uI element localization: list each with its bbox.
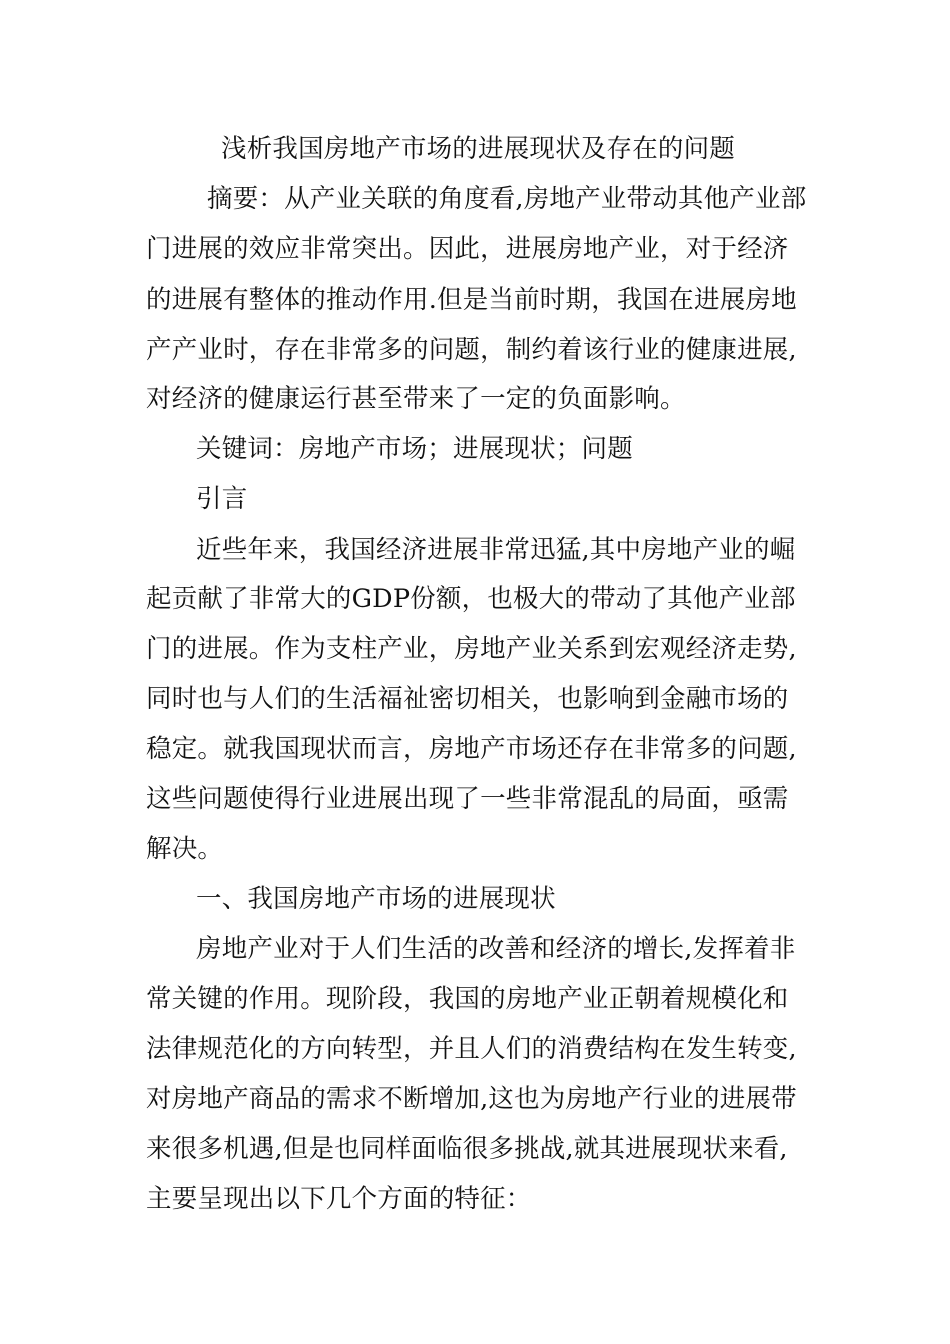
abstract-line: 摘要：从产业关联的角度看,房地产业带动其他产业部	[207, 184, 807, 214]
intro-line: 门的进展。作为支柱产业，房地产业关系到宏观经济走势,	[146, 634, 797, 664]
section-line: 常关键的作用。现阶段，我国的房地产业正朝着规模化和	[146, 984, 789, 1014]
intro-line: 起贡献了非常大的GDP份额，也极大的带动了其他产业部	[146, 584, 796, 614]
section-heading: 一、我国房地产市场的进展现状	[196, 884, 556, 914]
intro-heading: 引言	[196, 484, 248, 514]
section-line: 对房地产商品的需求不断增加,这也为房地产行业的进展带	[146, 1084, 797, 1114]
intro-line: 稳定。就我国现状而言，房地产市场还存在非常多的问题,	[146, 734, 797, 764]
abstract-line: 门进展的效应非常突出。因此，进展房地产业，对于经济	[146, 234, 789, 264]
keywords-line: 关键词：房地产市场；进展现状；问题	[196, 434, 633, 464]
abstract-line: 对经济的健康运行甚至带来了一定的负面影响。	[146, 384, 686, 414]
abstract-line: 的进展有整体的推动作用.但是当前时期，我国在进展房地	[146, 285, 797, 315]
section-line: 主要呈现出以下几个方面的特征：	[146, 1184, 532, 1214]
section-line: 来很多机遇,但是也同样面临很多挑战,就其进展现状来看,	[146, 1134, 788, 1164]
section-line: 房地产业对于人们生活的改善和经济的增长,发挥着非	[196, 934, 796, 964]
intro-line: 近些年来，我国经济进展非常迅猛,其中房地产业的崛	[196, 535, 796, 565]
section-line: 法律规范化的方向转型，并且人们的消费结构在发生转变,	[146, 1034, 797, 1064]
document-title: 浅析我国房地产市场的进展现状及存在的问题	[221, 134, 736, 164]
abstract-line: 产产业时，存在非常多的问题，制约着该行业的健康进展,	[146, 335, 797, 365]
intro-line: 这些问题使得行业进展出现了一些非常混乱的局面，亟需	[146, 784, 789, 814]
intro-line: 解决。	[146, 834, 224, 864]
intro-line: 同时也与人们的生活福祉密切相关，也影响到金融市场的	[146, 684, 789, 714]
